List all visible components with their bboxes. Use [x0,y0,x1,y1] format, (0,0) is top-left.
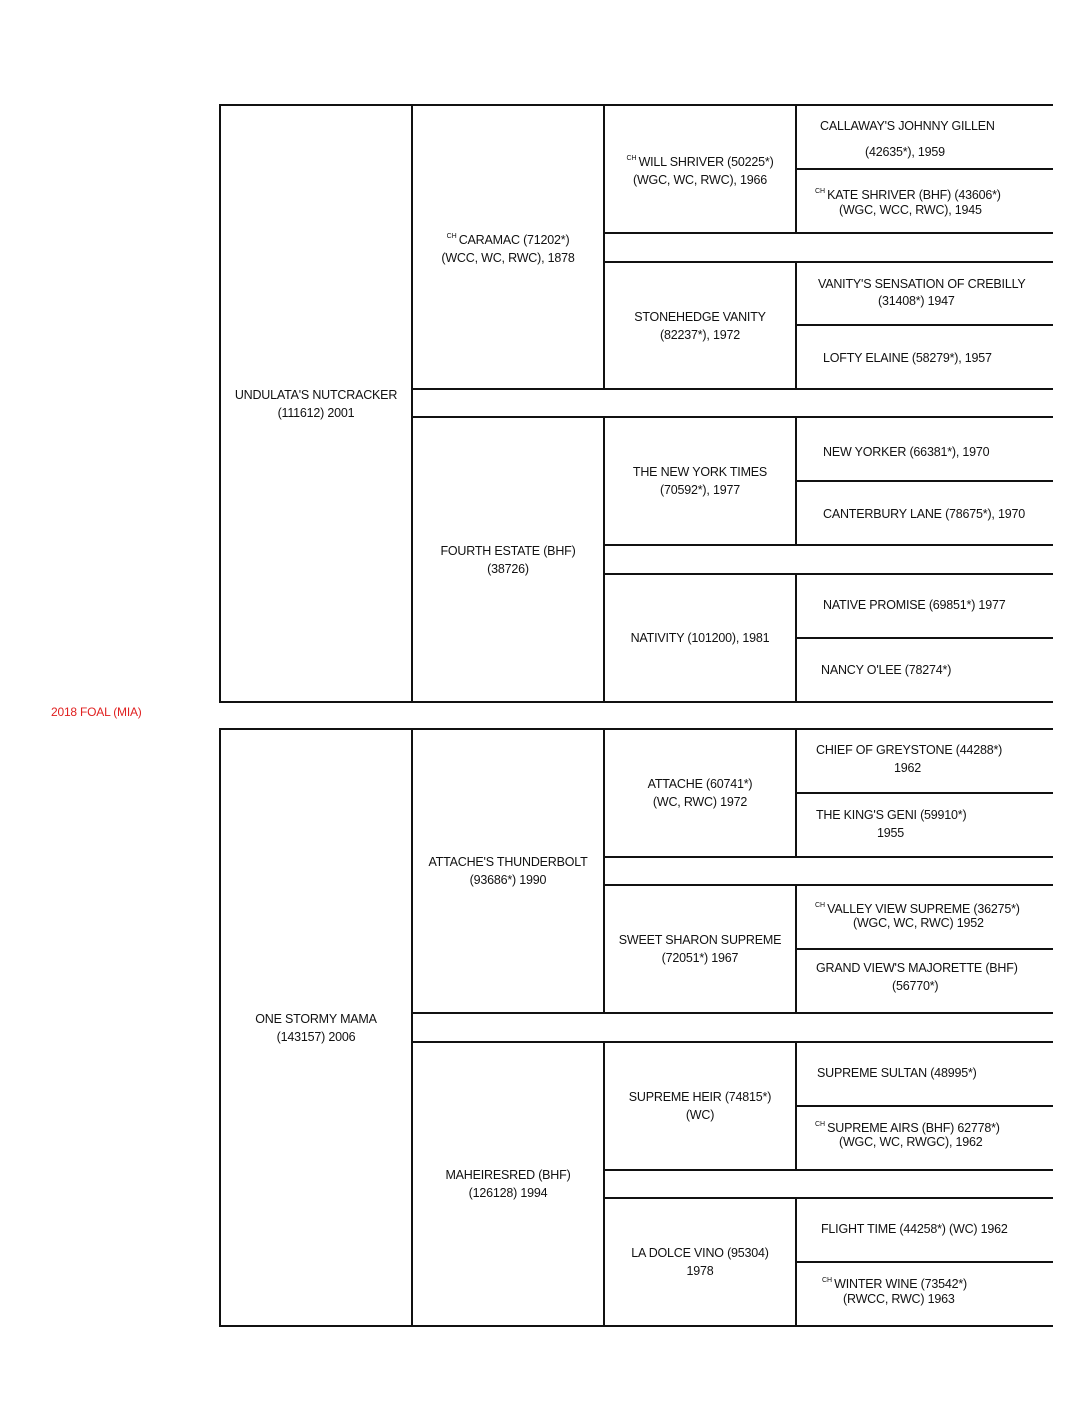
champion-mark: CH [815,1121,826,1128]
dam-sire-sire-cell [605,730,795,856]
gg-dam-7-line1: $^{CH}$ SUPREME AIRS (BHF) 62778*) [815,1121,1000,1135]
ds-name: THE NEW YORK TIMES [632,465,768,479]
gg-dam-4: NANCY O'LEE (78274*) [821,663,952,677]
sire-dam-name: FOURTH ESTATE (BHF) [440,543,576,558]
gg-sire-8: FLIGHT TIME (44258*) (WC) 1962 [821,1222,1008,1236]
dam-sire-name: ATTACHE'S THUNDERBOLT [428,855,588,869]
champion-mark: CH [446,232,457,240]
rule [603,856,1053,858]
gg-sire-5-line1: CHIEF OF GREYSTONE (44288*) [816,743,1003,757]
dds-name: SUPREME HEIR (74815*) [628,1090,772,1104]
gg-sire-6-line1: $^{CH}$ VALLEY VIEW SUPREME (36275*) [815,902,1020,916]
rule [219,701,1053,703]
gg-dam-1-line1: $^{CH}$ KATE SHRIVER (BHF) (43606*) [815,188,1001,202]
sire-sire-name: $^{CH}$ CARAMAC (71202*) [446,232,570,247]
gg-sire-1-line1: CALLAWAY'S JOHNNY GILLEN [820,119,995,133]
dss-detail: (WC, RWC) 1972 [652,795,748,809]
sire-dam-sire-cell [605,418,795,544]
gg-dam-8-line2: (RWCC, RWC) 1963 [843,1292,955,1306]
dam-dam-detail: (126128) 1994 [468,1186,548,1200]
rule [795,480,1053,482]
rule [603,544,1053,546]
gg-sire-5-line2: 1962 [894,761,922,775]
champion-mark: CH [815,902,826,909]
dam-name: ONE STORMY MAMA [255,1011,377,1026]
gg-dam-7-line2: (WGC, WC, RWGC), 1962 [839,1135,983,1149]
gg-dam-5-line2: 1955 [877,826,905,840]
rule [219,1325,1053,1327]
ss-sire-detail: (WGC, WC, RWC), 1966 [633,172,767,187]
champion-mark: CH [626,154,637,162]
champion-mark: CH [822,1277,833,1284]
rule [603,1169,1053,1171]
foal-label: 2018 FOAL (MIA) [51,705,142,719]
gg-sire-2-line2: (31408*) 1947 [878,294,955,308]
rule [411,388,1053,390]
dam-dam-name: MAHEIRESRED (BHF) [445,1168,571,1182]
gg-dam-8-line1: $^{CH}$ WINTER WINE (73542*) [822,1277,967,1291]
gg-sire-1-line2: (42635*), 1959 [865,145,945,159]
dsd-name: SWEET SHARON SUPREME [618,933,782,947]
gg-dam-5-line1: THE KING'S GENI (59910*) [816,808,967,822]
sire-cell [221,106,411,701]
ds-detail: (70592*), 1977 [660,483,740,497]
sire-name: UNDULATA'S NUTCRACKER [234,387,398,402]
dam-sire-cell [413,730,603,1012]
dds-detail: (WC) [685,1108,715,1122]
sire-sire-cell [413,106,603,388]
sire-dam-dam-cell [605,575,795,701]
rule [795,637,1053,639]
dam-cell [221,730,411,1325]
gg-dam-2: LOFTY ELAINE (58279*), 1957 [823,351,992,365]
gg-sire-2-line1: VANITY'S SENSATION OF CREBILLY [818,277,1026,291]
rule [795,1105,1053,1107]
sire-sire-dam-cell [605,263,795,388]
rule [411,1012,1053,1014]
rule [603,232,1053,234]
rule [795,792,1053,794]
sire-sire-detail: (WCC, WC, RWC), 1878 [441,250,575,265]
dss-name: ATTACHE (60741*) [647,777,753,791]
dam-detail: (143157) 2006 [276,1029,356,1044]
dam-dam-cell [413,1043,603,1325]
rule [795,948,1053,950]
sire-sire-sire-cell [605,106,795,232]
rule [795,168,1053,170]
gg-dam-6-line1: GRAND VIEW'S MAJORETTE (BHF) [816,961,1018,975]
rule [795,1261,1053,1263]
sd-detail: (82237*), 1972 [660,327,740,342]
dam-sire-detail: (93686*) 1990 [469,873,547,887]
ddd-detail: 1978 [686,1264,714,1278]
rule [795,324,1053,326]
dam-dam-dam-cell [605,1199,795,1325]
dam-sire-dam-cell [605,886,795,1012]
ddd-name: LA DOLCE VINO (95304) [631,1246,769,1260]
ss-sire-name: $^{CH}$ WILL SHRIVER (50225*) [626,154,774,169]
gg-sire-3: NEW YORKER (66381*), 1970 [823,445,990,459]
dd-name: NATIVITY (101200), 1981 [630,631,770,645]
gg-dam-3: CANTERBURY LANE (78675*), 1970 [823,507,1025,521]
gg-sire-4: NATIVE PROMISE (69851*) 1977 [823,598,1006,612]
sd-name: STONEHEDGE VANITY [634,309,766,324]
dam-dam-sire-cell [605,1043,795,1169]
sire-dam-cell [413,418,603,701]
gg-dam-6-line2: (56770*) [892,979,939,993]
champion-mark: CH [815,188,826,195]
gg-dam-1-line2: (WGC, WCC, RWC), 1945 [839,203,982,217]
gg-sire-7: SUPREME SULTAN (48995*) [817,1066,977,1080]
dsd-detail: (72051*) 1967 [661,951,739,965]
sire-dam-detail: (38726) [487,561,529,576]
sire-detail: (111612) 2001 [277,405,355,420]
gg-sire-6-line2: (WGC, WC, RWC) 1952 [853,916,984,930]
